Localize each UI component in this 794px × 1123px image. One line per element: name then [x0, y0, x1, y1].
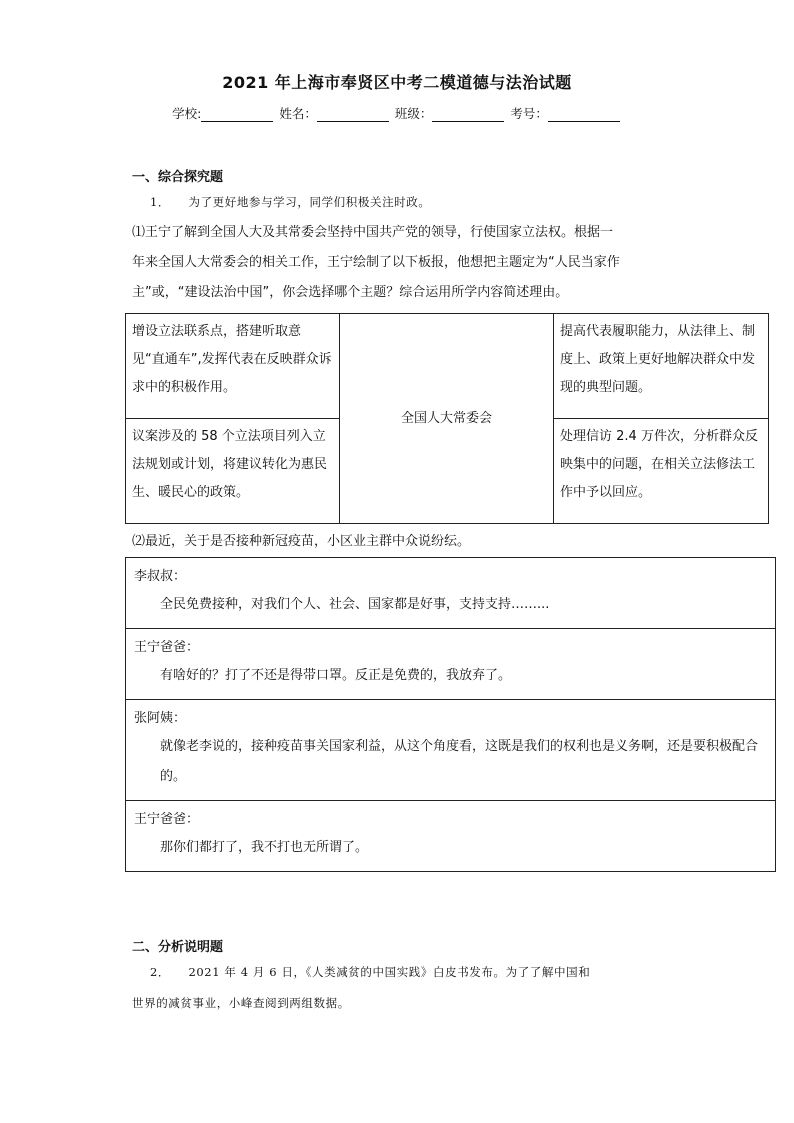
- name-blank[interactable]: [317, 107, 389, 122]
- board-bottom-left: 议案涉及的 58 个立法项目列入立法规划或计划，将建议转化为惠民生、暖民心的政策。: [126, 419, 340, 524]
- dialog-speaker: 王宁爸爸：: [134, 640, 200, 655]
- dialog-speaker: 李叔叔：: [134, 569, 187, 584]
- exam-number-field: [510, 104, 622, 122]
- board-top-right: 提高代表履职能力，从法律上、制度上、政策上更好地解决群众中发现的典型问题。: [554, 314, 769, 419]
- class-label: 班级：: [394, 106, 433, 121]
- question-1-part-1-line: 主”或，“建设法治中国”，你会选择哪个主题？综合运用所学内容简述理由。: [132, 285, 569, 300]
- question-1-part-1: [132, 218, 692, 308]
- dialog-speech: 全民免费接种，对我们个人、社会、国家都是好事，支持支持……...: [160, 597, 550, 612]
- section-2-title: 二、分析说明题: [132, 940, 224, 955]
- page-title: 2021 年上海市奉贤区中考二模道德与法治试题: [222, 73, 572, 92]
- question-2-line-2: 世界的减贫事业，小峰查阅到两组数据。: [132, 996, 350, 1010]
- section-1-title: 一、综合探究题: [132, 170, 224, 185]
- dialog-speech: 就像老李说的，接种疫苗事关国家利益，从这个角度看，这既是我们的权利也是义务啊，还是要积极配合的。: [160, 739, 759, 784]
- question-1-intro: 1． 为了更好地参与学习，同学们积极关注时政。: [150, 195, 431, 209]
- question-1-part-1-line: ⑴王宁了解到全国人大及其常委会坚持中国共产党的领导，行使国家立法权。根据一: [132, 225, 614, 240]
- blackboard-table: [125, 313, 769, 524]
- student-info-row: [0, 104, 794, 122]
- dialog-speaker: 王宁爸爸：: [134, 812, 200, 827]
- name-label: 姓名：: [279, 106, 317, 121]
- dialog-row: [126, 628, 775, 699]
- exam-number-blank[interactable]: [548, 107, 620, 122]
- question-1-part-1-line: 年来全国人大常委会的相关工作，王宁绘制了以下板报，他想把主题定为“人民当家作: [132, 255, 620, 270]
- question-2-line-1: 2． 2021 年 4 月 6 日，《人类减贫的中国实践》白皮书发布。为了了解中国和: [150, 965, 591, 979]
- school-blank[interactable]: [201, 107, 273, 122]
- class-field: [395, 104, 507, 122]
- dialog-row: [126, 800, 775, 871]
- dialog-speaker: 张阿姨：: [134, 711, 187, 726]
- dialog-row: [126, 699, 775, 800]
- name-field: [279, 104, 391, 122]
- dialog-speech: 那你们都打了，我不打也无所谓了。: [160, 840, 369, 855]
- dialog-row: [126, 558, 775, 628]
- school-field: [172, 104, 275, 122]
- question-1-part-2: ⑵最近，关于是否接种新冠疫苗，小区业主群中众说纷纭。: [132, 534, 471, 549]
- board-center: 全国人大常委会: [340, 314, 554, 524]
- board-bottom-right: 处理信访 2.4 万件次，分析群众反映集中的问题，在相关立法修法工作中予以回应。: [554, 419, 769, 524]
- class-blank[interactable]: [432, 107, 504, 122]
- exam-number-label: 考号：: [510, 106, 548, 121]
- chat-dialog-box: [125, 557, 776, 872]
- school-label: 学校:: [172, 106, 202, 121]
- board-top-left: 增设立法联系点，搭建听取意见“直通车”,发挥代表在反映群众诉求中的积极作用。: [126, 314, 340, 419]
- dialog-speech: 有啥好的？打了不还是得带口罩。反正是免费的，我放弃了。: [160, 668, 512, 683]
